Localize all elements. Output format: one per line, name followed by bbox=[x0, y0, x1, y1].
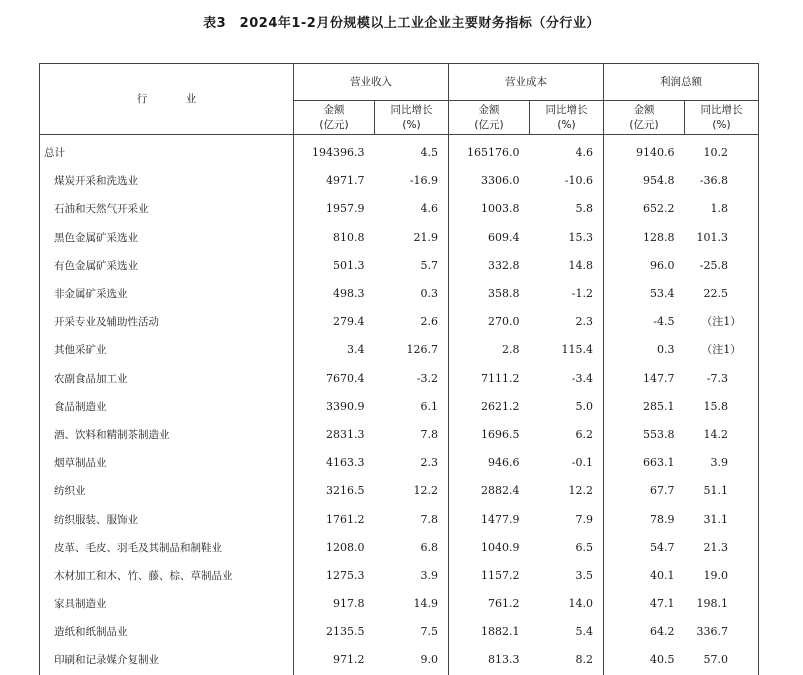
revenue-amount-cell: 2831.3 bbox=[326, 427, 365, 441]
industry-name-cell: 开采专业及辅助性活动 bbox=[40, 308, 294, 336]
table-row bbox=[40, 393, 759, 421]
table-row bbox=[40, 308, 759, 336]
industry-name-cell: 木材加工和木、竹、藤、棕、草制品业 bbox=[40, 562, 294, 590]
profit-growth-cell: 57.0 bbox=[685, 646, 759, 674]
cost-growth-cell: 5.8 bbox=[530, 195, 604, 223]
industry-name-cell: 造纸和纸制品业 bbox=[40, 618, 294, 646]
cost-growth-cell: 3.5 bbox=[530, 562, 604, 590]
revenue-growth-cell: 9.0 bbox=[375, 646, 449, 674]
industry-name-cell: 农副食品加工业 bbox=[40, 365, 294, 393]
industry-name-cell: 纺织业 bbox=[40, 477, 294, 505]
profit-growth-cell: 1.8 bbox=[685, 195, 759, 223]
table-row bbox=[40, 421, 759, 449]
growth-unit: (%) bbox=[557, 118, 576, 131]
revenue-header: 营业收入 bbox=[294, 64, 449, 101]
cost-growth-header bbox=[530, 101, 604, 135]
table-row bbox=[40, 505, 759, 533]
profit-growth-cell: 15.8 bbox=[685, 393, 759, 421]
profit-growth-cell: （注1） bbox=[685, 336, 759, 364]
growth-unit: (%) bbox=[402, 118, 421, 131]
revenue-growth-cell: 6.1 bbox=[375, 393, 449, 421]
profit-growth-cell: 21.3 bbox=[685, 534, 759, 562]
revenue-amount-cell: 810.8 bbox=[333, 230, 365, 244]
growth-label: 同比增长 bbox=[545, 103, 588, 116]
profit-amount-cell: 147.7 bbox=[643, 371, 675, 385]
data-table bbox=[39, 63, 759, 675]
growth-unit: (%) bbox=[712, 118, 731, 131]
industry-name-cell: 烟草制品业 bbox=[40, 449, 294, 477]
cost-amount-cell: 3306.0 bbox=[481, 174, 520, 188]
profit-amount-cell: 128.8 bbox=[643, 230, 675, 244]
cost-growth-cell: 15.3 bbox=[530, 224, 604, 252]
revenue-amount-cell: 498.3 bbox=[333, 287, 365, 301]
profit-amount-header bbox=[604, 101, 685, 135]
profit-amount-cell: 54.7 bbox=[650, 540, 675, 554]
cost-growth-cell: 4.6 bbox=[530, 135, 604, 168]
industry-name-cell: 总计 bbox=[40, 135, 294, 168]
profit-amount-cell: 0.3 bbox=[657, 343, 675, 357]
profit-growth-header bbox=[685, 101, 759, 135]
revenue-growth-cell: 7.8 bbox=[375, 421, 449, 449]
growth-label: 同比增长 bbox=[390, 103, 433, 116]
amount-label: 金额 bbox=[633, 103, 655, 116]
industry-name-cell: 家具制造业 bbox=[40, 590, 294, 618]
cost-amount-cell: 1882.1 bbox=[481, 625, 520, 639]
revenue-growth-cell: 14.9 bbox=[375, 590, 449, 618]
profit-amount-cell: 663.1 bbox=[643, 456, 675, 470]
revenue-amount-cell: 1275.3 bbox=[326, 568, 365, 582]
profit-growth-cell: （注1） bbox=[685, 308, 759, 336]
profit-growth-cell: 198.1 bbox=[685, 590, 759, 618]
revenue-amount-cell: 279.4 bbox=[333, 315, 365, 329]
profit-amount-cell: 67.7 bbox=[650, 484, 675, 498]
revenue-growth-cell: 2.3 bbox=[375, 449, 449, 477]
revenue-amount-cell: 971.2 bbox=[333, 653, 365, 667]
profit-amount-cell: 96.0 bbox=[650, 258, 675, 272]
industry-name-cell: 纺织服装、服饰业 bbox=[40, 505, 294, 533]
cost-growth-cell: -3.4 bbox=[530, 365, 604, 393]
cost-growth-cell: 7.9 bbox=[530, 505, 604, 533]
table-row bbox=[40, 195, 759, 223]
profit-growth-cell: -7.3 bbox=[685, 365, 759, 393]
revenue-amount-cell: 1761.2 bbox=[326, 512, 365, 526]
revenue-growth-cell: 126.7 bbox=[375, 336, 449, 364]
cost-amount-cell: 813.3 bbox=[488, 653, 520, 667]
revenue-growth-cell: -16.9 bbox=[375, 167, 449, 195]
table-row bbox=[40, 449, 759, 477]
revenue-growth-header bbox=[375, 101, 449, 135]
profit-growth-cell: 101.3 bbox=[685, 224, 759, 252]
revenue-growth-cell: 3.9 bbox=[375, 562, 449, 590]
profit-amount-cell: 9140.6 bbox=[636, 146, 675, 160]
table-row bbox=[40, 167, 759, 195]
amount-label: 金额 bbox=[323, 103, 345, 116]
industry-name-cell: 其他采矿业 bbox=[40, 336, 294, 364]
revenue-growth-cell: 21.9 bbox=[375, 224, 449, 252]
table-row bbox=[40, 590, 759, 618]
profit-growth-cell: 3.9 bbox=[685, 449, 759, 477]
revenue-amount-cell: 3390.9 bbox=[326, 399, 365, 413]
table-row bbox=[40, 646, 759, 674]
profit-amount-cell: 64.2 bbox=[650, 625, 675, 639]
cost-header: 营业成本 bbox=[449, 64, 604, 101]
profit-growth-cell: 10.2 bbox=[685, 135, 759, 168]
revenue-amount-cell: 917.8 bbox=[333, 597, 365, 611]
cost-amount-cell: 2621.2 bbox=[481, 399, 520, 413]
industry-name-cell: 黑色金属矿采选业 bbox=[40, 224, 294, 252]
revenue-amount-header bbox=[294, 101, 375, 135]
cost-growth-cell: 6.5 bbox=[530, 534, 604, 562]
table-row bbox=[40, 365, 759, 393]
revenue-amount-cell: 2135.5 bbox=[326, 625, 365, 639]
profit-growth-cell: -36.8 bbox=[685, 167, 759, 195]
cost-amount-cell: 946.6 bbox=[488, 456, 520, 470]
industry-name-cell: 非金属矿采选业 bbox=[40, 280, 294, 308]
table-row bbox=[40, 336, 759, 364]
cost-amount-cell: 2.8 bbox=[502, 343, 520, 357]
profit-amount-cell: 553.8 bbox=[643, 427, 675, 441]
revenue-growth-cell: 4.6 bbox=[375, 195, 449, 223]
cost-amount-cell: 2882.4 bbox=[481, 484, 520, 498]
table-row bbox=[40, 280, 759, 308]
industry-name-cell: 食品制造业 bbox=[40, 393, 294, 421]
profit-amount-cell: 40.5 bbox=[650, 653, 675, 667]
table-row bbox=[40, 618, 759, 646]
growth-label: 同比增长 bbox=[700, 103, 743, 116]
cost-amount-cell: 1157.2 bbox=[481, 568, 520, 582]
cost-amount-cell: 165176.0 bbox=[467, 146, 520, 160]
profit-amount-cell: 285.1 bbox=[643, 399, 675, 413]
revenue-amount-cell: 1208.0 bbox=[326, 540, 365, 554]
cost-amount-cell: 332.8 bbox=[488, 258, 520, 272]
cost-growth-cell: 5.4 bbox=[530, 618, 604, 646]
revenue-growth-cell: 12.2 bbox=[375, 477, 449, 505]
profit-amount-cell: 40.1 bbox=[650, 568, 675, 582]
profit-growth-cell: 14.2 bbox=[685, 421, 759, 449]
table-title: 表3 2024年1-2月份规模以上工业企业主要财务指标（分行业） bbox=[203, 16, 600, 31]
revenue-growth-cell: -3.2 bbox=[375, 365, 449, 393]
table-row bbox=[40, 534, 759, 562]
profit-growth-cell: 19.0 bbox=[685, 562, 759, 590]
profit-growth-cell: -25.8 bbox=[685, 252, 759, 280]
revenue-growth-cell: 6.8 bbox=[375, 534, 449, 562]
profit-amount-cell: 78.9 bbox=[650, 512, 675, 526]
amount-unit: (亿元) bbox=[319, 118, 349, 131]
profit-amount-cell: 47.1 bbox=[650, 597, 675, 611]
revenue-amount-cell: 3216.5 bbox=[326, 484, 365, 498]
cost-amount-cell: 761.2 bbox=[488, 597, 520, 611]
cost-growth-cell: 2.3 bbox=[530, 308, 604, 336]
cost-growth-cell: 12.2 bbox=[530, 477, 604, 505]
revenue-amount-cell: 7670.4 bbox=[326, 371, 365, 385]
revenue-growth-cell: 5.7 bbox=[375, 252, 449, 280]
revenue-amount-cell: 501.3 bbox=[333, 258, 365, 272]
cost-amount-cell: 1477.9 bbox=[481, 512, 520, 526]
financial-indicators-table bbox=[39, 63, 759, 675]
cost-amount-cell: 358.8 bbox=[488, 287, 520, 301]
profit-amount-cell: 652.2 bbox=[643, 202, 675, 216]
industry-name-cell: 印刷和记录媒介复制业 bbox=[40, 646, 294, 674]
cost-amount-cell: 1003.8 bbox=[481, 202, 520, 216]
revenue-amount-cell: 194396.3 bbox=[312, 146, 365, 160]
revenue-amount-cell: 1957.9 bbox=[326, 202, 365, 216]
amount-label: 金额 bbox=[478, 103, 500, 116]
industry-name-cell: 酒、饮料和精制茶制造业 bbox=[40, 421, 294, 449]
industry-name-cell: 皮革、毛皮、羽毛及其制品和制鞋业 bbox=[40, 534, 294, 562]
profit-amount-cell: 53.4 bbox=[650, 287, 675, 301]
profit-amount-cell: -4.5 bbox=[653, 315, 675, 329]
table-row bbox=[40, 252, 759, 280]
profit-amount-cell: 954.8 bbox=[643, 174, 675, 188]
cost-amount-cell: 1696.5 bbox=[481, 427, 520, 441]
cost-amount-cell: 7111.2 bbox=[481, 371, 520, 385]
revenue-amount-cell: 3.4 bbox=[347, 343, 365, 357]
cost-growth-cell: -0.1 bbox=[530, 449, 604, 477]
revenue-growth-cell: 2.6 bbox=[375, 308, 449, 336]
table-row bbox=[40, 224, 759, 252]
industry-header: 行 业 bbox=[40, 64, 294, 135]
revenue-growth-cell: 4.5 bbox=[375, 135, 449, 168]
cost-growth-cell: 8.2 bbox=[530, 646, 604, 674]
revenue-growth-cell: 0.3 bbox=[375, 280, 449, 308]
revenue-growth-cell: 7.8 bbox=[375, 505, 449, 533]
cost-amount-cell: 270.0 bbox=[488, 315, 520, 329]
cost-growth-cell: 6.2 bbox=[530, 421, 604, 449]
profit-header: 利润总额 bbox=[604, 64, 759, 101]
cost-growth-cell: 14.8 bbox=[530, 252, 604, 280]
table-body bbox=[40, 135, 759, 675]
industry-name-cell: 煤炭开采和洗选业 bbox=[40, 167, 294, 195]
table-row bbox=[40, 562, 759, 590]
cost-amount-cell: 1040.9 bbox=[481, 540, 520, 554]
amount-unit: (亿元) bbox=[474, 118, 504, 131]
cost-growth-cell: 115.4 bbox=[530, 336, 604, 364]
industry-name-cell: 有色金属矿采选业 bbox=[40, 252, 294, 280]
table-row bbox=[40, 477, 759, 505]
revenue-amount-cell: 4163.3 bbox=[326, 456, 365, 470]
cost-growth-cell: -1.2 bbox=[530, 280, 604, 308]
profit-growth-cell: 22.5 bbox=[685, 280, 759, 308]
cost-amount-header bbox=[449, 101, 530, 135]
total-row bbox=[40, 135, 759, 168]
industry-name-cell: 石油和天然气开采业 bbox=[40, 195, 294, 223]
revenue-growth-cell: 7.5 bbox=[375, 618, 449, 646]
profit-growth-cell: 51.1 bbox=[685, 477, 759, 505]
profit-growth-cell: 31.1 bbox=[685, 505, 759, 533]
profit-growth-cell: 336.7 bbox=[685, 618, 759, 646]
cost-amount-cell: 609.4 bbox=[488, 230, 520, 244]
cost-growth-cell: -10.6 bbox=[530, 167, 604, 195]
revenue-amount-cell: 4971.7 bbox=[326, 174, 365, 188]
cost-growth-cell: 5.0 bbox=[530, 393, 604, 421]
cost-growth-cell: 14.0 bbox=[530, 590, 604, 618]
amount-unit: (亿元) bbox=[629, 118, 659, 131]
